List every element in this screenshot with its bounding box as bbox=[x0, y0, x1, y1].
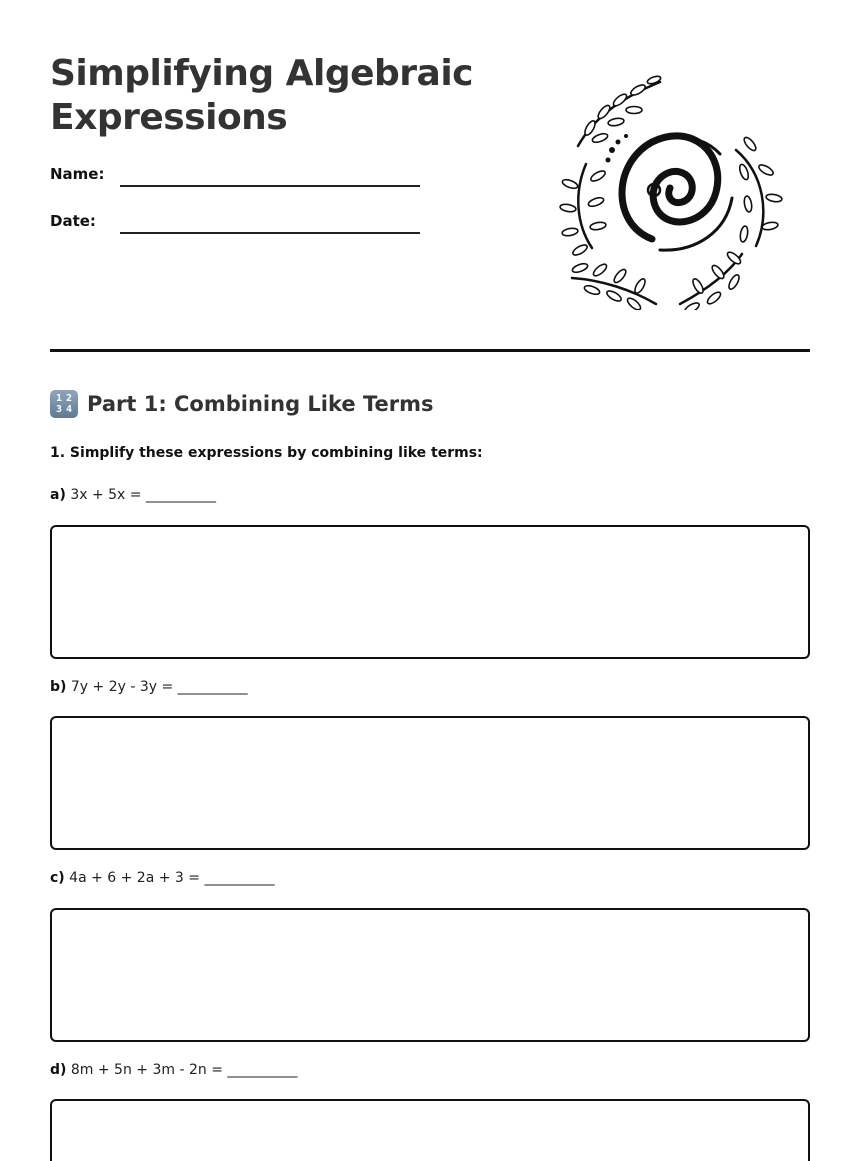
problem-d bbox=[50, 1062, 297, 1078]
numbers-1234-icon: 1 2 3 4 bbox=[50, 390, 78, 418]
problem-letter: d) bbox=[50, 1062, 67, 1078]
name-field[interactable] bbox=[50, 165, 420, 189]
header-divider bbox=[50, 349, 810, 352]
problem-letter: a) bbox=[50, 487, 66, 503]
worksheet-title: Simplifying Algebraic Expressions bbox=[50, 53, 474, 138]
problem-expression: 4a + 6 + 2a + 3 = __________ bbox=[69, 870, 275, 886]
section-title: Part 1: Combining Like Terms bbox=[87, 392, 434, 416]
name-label: Name: bbox=[50, 165, 105, 183]
answer-box-d[interactable] bbox=[50, 1099, 810, 1161]
problem-expression: 3x + 5x = __________ bbox=[70, 487, 216, 503]
problem-b bbox=[50, 679, 248, 695]
answer-box-a[interactable] bbox=[50, 525, 810, 659]
date-field[interactable] bbox=[50, 212, 420, 236]
section-heading bbox=[50, 388, 433, 420]
name-line[interactable] bbox=[120, 185, 420, 187]
answer-box-b[interactable] bbox=[50, 716, 810, 850]
date-label: Date: bbox=[50, 212, 96, 230]
problem-letter: b) bbox=[50, 679, 67, 695]
problem-c bbox=[50, 870, 274, 886]
answer-box-c[interactable] bbox=[50, 908, 810, 1042]
question-instruction: 1. Simplify these expressions by combining like terms: bbox=[50, 445, 483, 461]
worksheet-header bbox=[50, 52, 810, 312]
problem-a bbox=[50, 487, 216, 503]
problem-expression: 8m + 5n + 3m - 2n = __________ bbox=[70, 1062, 298, 1078]
problem-expression: 7y + 2y - 3y = __________ bbox=[70, 679, 248, 695]
laurel-spiral-icon bbox=[556, 64, 786, 310]
problem-letter: c) bbox=[50, 870, 65, 886]
date-line[interactable] bbox=[120, 232, 420, 234]
